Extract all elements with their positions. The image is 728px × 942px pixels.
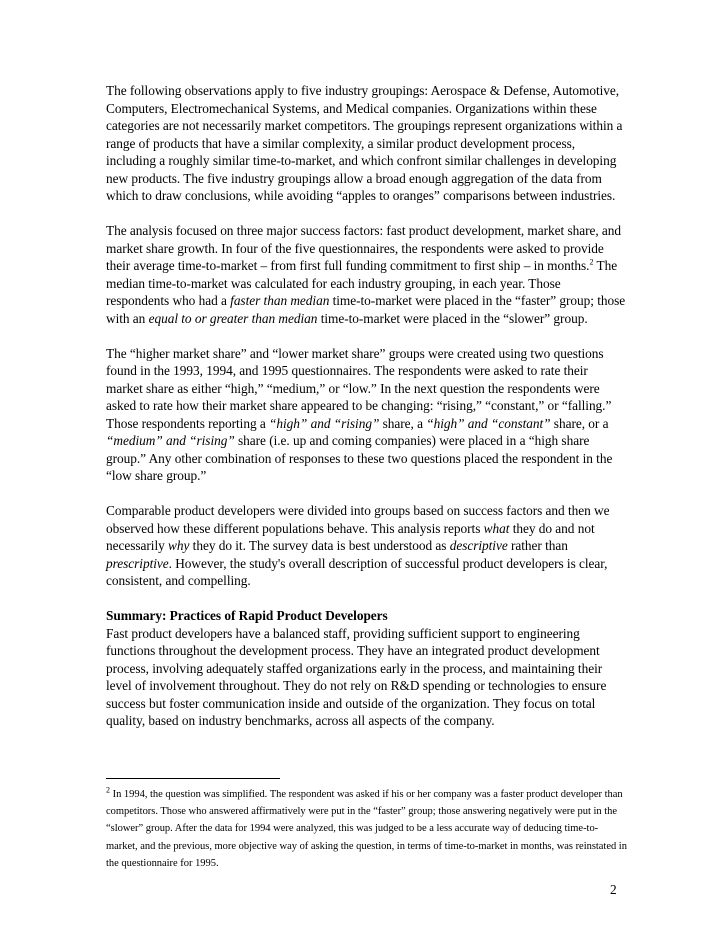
text-run: The median time-to-market was calculated for each industry grouping, in each year. Those respondents who had a bbox=[106, 258, 618, 308]
text-run: they do it. The survey data is best understood as bbox=[189, 538, 450, 553]
text-run: . However, the study's overall description of successful product developers is clear, consistent, and compelling. bbox=[106, 555, 608, 588]
page-number: 2 bbox=[610, 882, 617, 897]
text-run: they do and not necessarily bbox=[106, 520, 595, 553]
italic-text: prescriptive bbox=[106, 555, 169, 571]
text-run: share (i.e. up and coming companies) were placed in a “high share group.” Any other combination of responses to these two questions placed the respondent in the “low share group.” bbox=[106, 433, 613, 483]
italic-text: “high” and “constant” bbox=[426, 415, 551, 431]
text-run: share, a bbox=[379, 415, 427, 431]
text-run: share, or a bbox=[550, 415, 609, 431]
summary-heading: Summary: Practices of Rapid Product Developers bbox=[106, 608, 388, 623]
paragraph-market-share-groups bbox=[106, 345, 626, 485]
document-body bbox=[106, 82, 626, 730]
paragraph-industry-groupings: The following observations apply to five industry groupings: Aerospace & Defense, Automotive, Computers, Electromechanical Systems, and Medical companies. Organizations within these categories are not necessarily market competitors. The groupings represent organizations within a range of products that have a similar complexity, a similar product development process, including a roughly similar time-to-market, and which confront similar challenges in developing new products. The five industry groupings allow a broad enough aggregation of the data from which to draw conclusions, while avoiding “apples to oranges” comparisons between industries. bbox=[106, 83, 623, 203]
text-run: The “higher market share” and “lower market share” groups were created using two questions found in the 1993, 1994, and 1995 questionnaires. The respondents were asked to rate their market share as either “high,” “medium,” or “low.” In the next question the respondents were asked to rate how their market share appeared to be changing: “rising,” “constant,” or “falling.” Those respondents reporting a bbox=[106, 345, 612, 431]
footnote-text: In 1994, the question was simplified. The respondent was asked if his or her company was a faster product developer than competitors. Those who answered affirmatively were put in the “faster” group; those answering negatively were put in the “slower” group. After the data for 1994 were analyzed, this was judged to be a less accurate way of deducing time-to-market, and the previous, more objective way of asking the question, in terms of time-to-market in months, was reinstated in the questionnaire for 1995. bbox=[106, 789, 627, 869]
italic-text: why bbox=[168, 538, 190, 553]
footnote bbox=[106, 786, 628, 872]
italic-text: what bbox=[483, 520, 510, 536]
summary-body: Fast product developers have a balanced staff, providing sufficient support to engineering functions throughout the development process. They have an integrated product development process, involving adequately staffed organizations early in the process, and maintaining their level of involvement throughout. They do not rely on R&D spending or technologies to ensure success but foster communication inside and outside of the organization. They focus on total quality, based on industry benchmarks, across all aspects of the company. bbox=[106, 625, 607, 728]
italic-text: equal to or greater than median bbox=[148, 310, 318, 326]
text-run: time-to-market were placed in the “faster” group; those with an bbox=[106, 293, 626, 326]
text-run: The analysis focused on three major success factors: fast product development, market share, and market share growth. In four of the five questionnaires, the respondents were asked to provide their average time-to-market – from first full funding commitment to first ship – in months. bbox=[106, 223, 622, 273]
italic-text: descriptive bbox=[449, 538, 508, 553]
text-run: rather than bbox=[507, 538, 568, 553]
italic-text: “medium” and “rising” bbox=[106, 433, 235, 448]
italic-text: faster than median bbox=[230, 293, 330, 308]
text-run: Comparable product developers were divided into groups based on success factors and then we observed how these different populations behave. This analysis reports bbox=[106, 503, 610, 536]
paragraph-analysis-success-factors bbox=[106, 222, 626, 327]
paragraph-comparable-developers bbox=[106, 502, 626, 590]
footnote-marker: 2 bbox=[106, 785, 110, 795]
italic-text: “high” and “rising” bbox=[269, 415, 380, 431]
text-run: time-to-market were placed in the “slower” group. bbox=[317, 310, 588, 326]
footnote-divider bbox=[106, 778, 280, 779]
footnote-reference: 2 bbox=[589, 257, 594, 267]
